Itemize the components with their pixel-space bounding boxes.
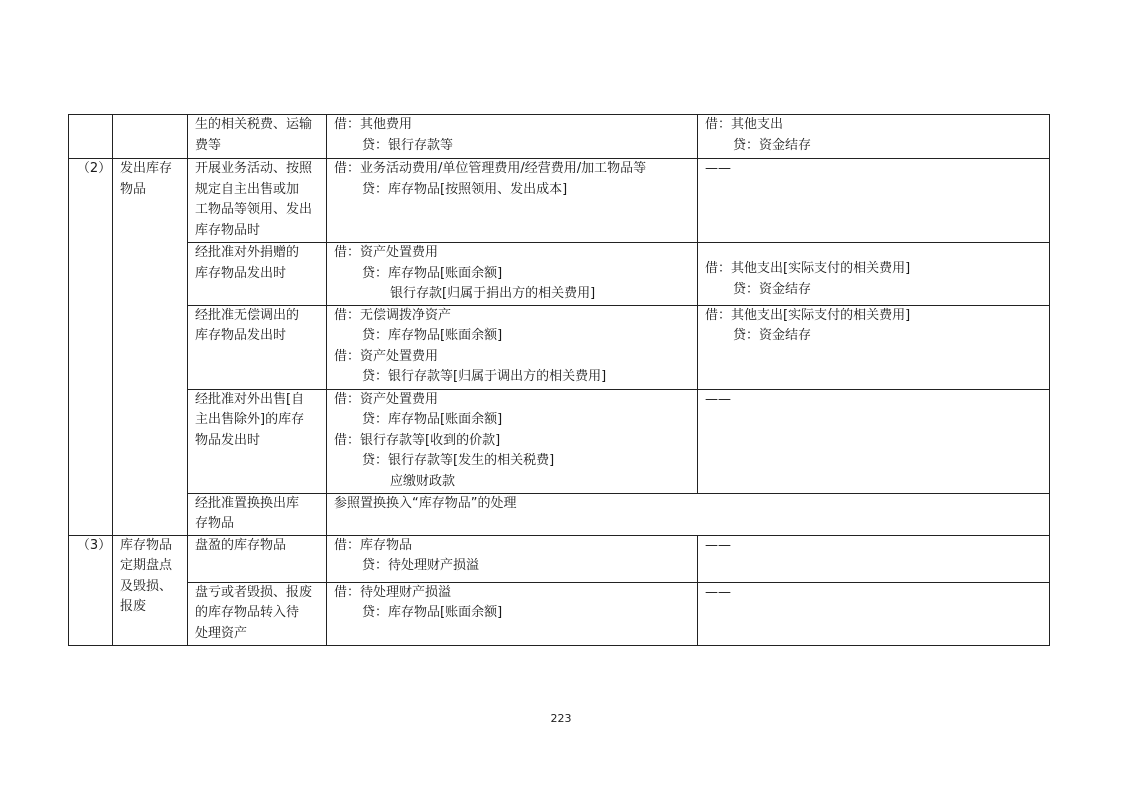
credit-line: 贷：库存物品[账面余额] — [362, 265, 503, 281]
scenario-text: 主出售除外]的库存 — [195, 412, 305, 427]
debit-line: 借：其他支出[实际支付的相关费用] — [705, 261, 911, 276]
budget-accounting-cell — [698, 159, 1050, 243]
scenario-text: 库存物品发出时 — [195, 265, 287, 281]
scenario-text: 费等 — [195, 137, 222, 153]
scenario-text: 工物品等领用、发出 — [195, 202, 313, 217]
category-cell — [113, 159, 188, 536]
credit-line: 贷：待处理财产损溢 — [362, 558, 480, 573]
table-row — [69, 115, 1050, 159]
scenario-cell — [188, 582, 327, 645]
credit-line: 贷：银行存款等[发生的相关税费] — [362, 453, 555, 468]
scenario-cell — [188, 115, 327, 159]
budget-accounting-cell — [698, 535, 1050, 582]
financial-accounting-cell — [327, 305, 698, 389]
debit-line: 借：其他费用 — [334, 117, 413, 132]
category-text: 发出库存 — [120, 161, 173, 176]
scenario-text: 物品发出时 — [195, 432, 261, 448]
budget-accounting-cell — [698, 115, 1050, 159]
scenario-text: 生的相关税费、运输 — [195, 117, 313, 132]
table-row — [69, 582, 1050, 645]
table-row — [69, 159, 1050, 243]
credit-line: 贷：库存物品[账面余额] — [362, 412, 503, 427]
scenario-cell — [188, 305, 327, 389]
table-row — [69, 535, 1050, 582]
category-text: 及毁损、 — [120, 578, 173, 594]
table-row — [69, 389, 1050, 493]
scenario-text: 规定自主出售或加 — [195, 181, 300, 197]
financial-accounting-cell — [327, 582, 698, 645]
budget-accounting-cell — [698, 243, 1050, 306]
scenario-text: 的库存物品转入待 — [195, 605, 300, 620]
credit-line: 贷：库存物品[按照领用、发出成本] — [362, 181, 568, 197]
reference-text: 参照置换换入“库存物品”的处理 — [334, 495, 517, 511]
debit-line: 借：资产处置费用 — [334, 348, 439, 364]
item-number-cell — [69, 159, 113, 536]
financial-accounting-cell — [327, 115, 698, 159]
category-text: 物品 — [120, 181, 147, 197]
category-text: 定期盘点 — [120, 558, 173, 573]
dash-placeholder: —— — [705, 537, 731, 553]
category-text: 报废 — [120, 599, 147, 614]
financial-accounting-cell — [327, 535, 698, 582]
item-number-cell — [69, 535, 113, 645]
scenario-text: 处理资产 — [195, 625, 248, 641]
debit-line: 借：业务活动费用/单位管理费用/经营费用/加工物品等 — [334, 161, 647, 176]
financial-accounting-cell — [327, 159, 698, 243]
category-text: 库存物品 — [120, 537, 173, 553]
scenario-text: 存物品 — [195, 516, 235, 531]
debit-line: 借：其他支出 — [705, 117, 784, 132]
dash-placeholder: —— — [705, 391, 731, 407]
category-cell — [113, 115, 188, 159]
financial-accounting-cell — [327, 389, 698, 493]
dash-placeholder: —— — [705, 161, 731, 176]
scenario-cell — [188, 493, 327, 535]
debit-line: 借：资产处置费用 — [334, 245, 439, 260]
table-row — [69, 243, 1050, 306]
scenario-text: 盘亏或者毁损、报废 — [195, 584, 313, 600]
scenario-text: 经批准无偿调出的 — [195, 307, 300, 323]
budget-accounting-cell — [698, 582, 1050, 645]
accounting-entry-table — [68, 114, 1050, 646]
budget-accounting-cell — [698, 389, 1050, 493]
credit-line: 贷：资金结存 — [733, 281, 812, 297]
table-row — [69, 493, 1050, 535]
category-cell — [113, 535, 188, 645]
budget-accounting-cell — [698, 305, 1050, 389]
debit-line: 借：库存物品 — [334, 537, 413, 553]
dash-placeholder: —— — [705, 584, 731, 600]
scenario-text: 经批准置换换出库 — [195, 495, 300, 511]
reference-cell — [327, 493, 1050, 535]
debit-line: 借：待处理财产损溢 — [334, 584, 452, 600]
scenario-text: 开展业务活动、按照 — [195, 161, 313, 176]
debit-line: 借：资产处置费用 — [334, 391, 439, 407]
scenario-cell — [188, 159, 327, 243]
credit-line: 贷：银行存款等[归属于调出方的相关费用] — [362, 369, 607, 384]
scenario-cell — [188, 535, 327, 582]
scenario-text: 经批准对外捐赠的 — [195, 245, 300, 260]
financial-accounting-cell — [327, 243, 698, 306]
scenario-text: 经批准对外出售[自 — [195, 391, 305, 407]
item-number-cell — [69, 115, 113, 159]
credit-line: 应缴财政款 — [390, 473, 456, 489]
credit-line: 贷：银行存款等 — [362, 137, 454, 153]
credit-line: 贷：库存物品[账面余额] — [362, 328, 503, 343]
scenario-cell — [188, 243, 327, 306]
item-number: （2） — [76, 161, 112, 176]
debit-line: 借：其他支出[实际支付的相关费用] — [705, 307, 911, 323]
credit-line: 贷：库存物品[账面余额] — [362, 605, 503, 620]
page-number: 223 — [550, 712, 572, 725]
table-row — [69, 305, 1050, 389]
credit-line: 银行存款[归属于捐出方的相关费用] — [390, 286, 596, 301]
scenario-text: 库存物品发出时 — [195, 328, 287, 343]
item-number: （3） — [76, 537, 112, 553]
scenario-cell — [188, 389, 327, 493]
scenario-text: 库存物品时 — [195, 222, 261, 238]
credit-line: 贷：资金结存 — [733, 328, 812, 343]
debit-line: 借：银行存款等[收到的价款] — [334, 432, 501, 448]
debit-line: 借：无偿调拨净资产 — [334, 307, 452, 323]
scenario-text: 盘盈的库存物品 — [195, 537, 287, 553]
credit-line: 贷：资金结存 — [733, 137, 812, 153]
